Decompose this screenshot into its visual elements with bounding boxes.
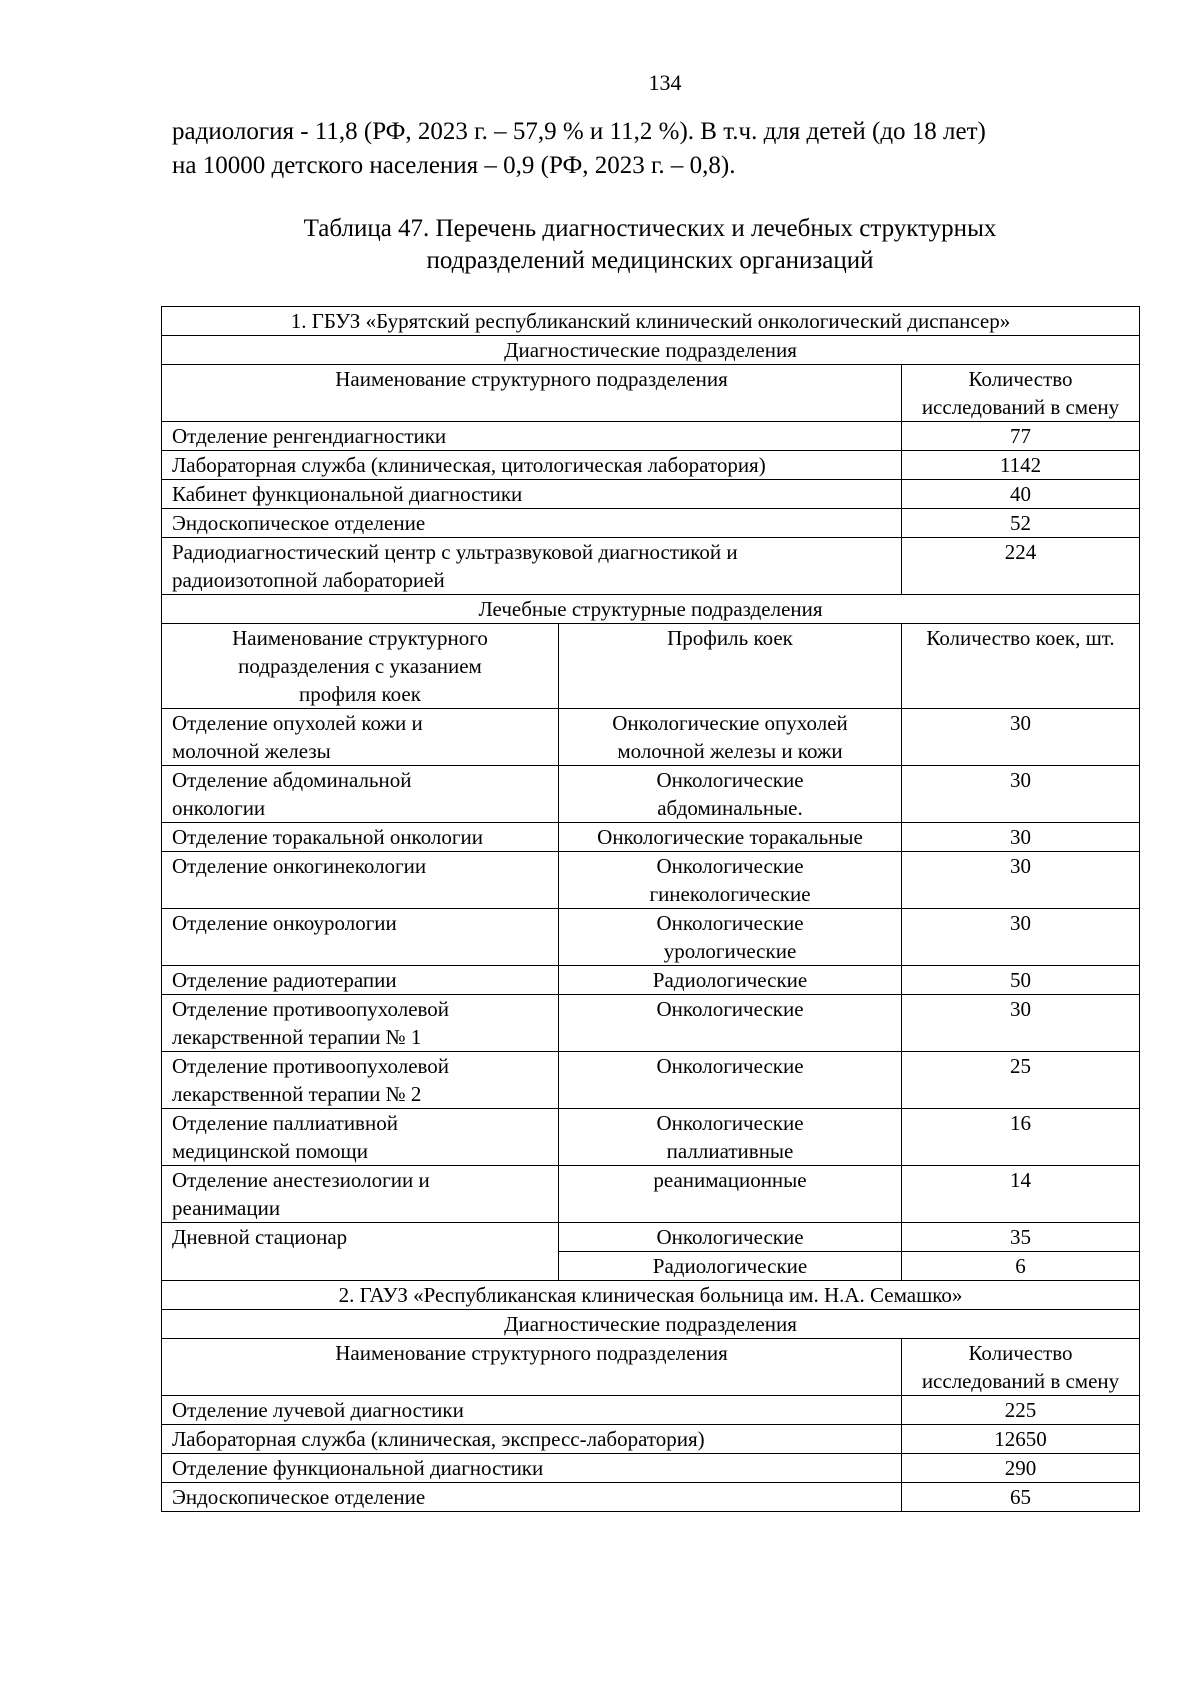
diag-unit-name: Эндоскопическое отделение bbox=[162, 509, 902, 538]
treat-unit-profile: Онкологические гинекологические bbox=[559, 852, 902, 909]
diag-unit-count: 225 bbox=[902, 1396, 1140, 1425]
diag-unit-name: Эндоскопическое отделение bbox=[162, 1483, 902, 1512]
treat-unit-profile: Онкологические паллиативные bbox=[559, 1109, 902, 1166]
treat-unit-name: Отделение абдоминальной онкологии bbox=[162, 766, 559, 823]
diag-unit-count: 1142 bbox=[902, 451, 1140, 480]
treat-unit-name: Отделение паллиативной медицинской помощи bbox=[162, 1109, 559, 1166]
org2-diag-section: Диагностические подразделения bbox=[162, 1310, 1140, 1339]
treat-unit-beds: 30 bbox=[902, 852, 1140, 909]
diag-unit-name: Отделение ренгендиагностики bbox=[162, 422, 902, 451]
org2-title: 2. ГАУЗ «Республиканская клиническая больница им. Н.А. Семашко» bbox=[162, 1281, 1140, 1310]
treat-unit-name: Отделение онкогинекологии bbox=[162, 852, 559, 909]
diag-unit-count: 77 bbox=[902, 422, 1140, 451]
org1-title: 1. ГБУЗ «Бурятский республиканский клинический онкологический диспансер» bbox=[162, 307, 1140, 336]
intro-paragraph bbox=[172, 115, 1132, 183]
org1-diag-header-name: Наименование структурного подразделения bbox=[162, 365, 902, 422]
treat-unit-profile: реанимационные bbox=[559, 1166, 902, 1223]
treat-unit-beds: 14 bbox=[902, 1166, 1140, 1223]
table-row bbox=[162, 823, 1140, 852]
table-row bbox=[162, 1483, 1140, 1512]
table-row bbox=[162, 1166, 1140, 1223]
table-row bbox=[162, 1454, 1140, 1483]
caption-line-1: Таблица 47. Перечень диагностических и лечебных структурных bbox=[303, 215, 997, 242]
table-row bbox=[162, 852, 1140, 909]
treat-header-beds: Количество коек, шт. bbox=[902, 624, 1140, 709]
diag-unit-count: 65 bbox=[902, 1483, 1140, 1512]
table-row bbox=[162, 709, 1140, 766]
table-row bbox=[162, 1396, 1140, 1425]
page-number: 134 bbox=[648, 70, 682, 95]
treat-unit-beds: 30 bbox=[902, 909, 1140, 966]
caption-line-2: подразделений медицинских организаций bbox=[426, 247, 874, 274]
treat-unit-profile: Радиологические bbox=[559, 966, 902, 995]
table-row bbox=[162, 1425, 1140, 1454]
org2-diag-header-name: Наименование структурного подразделения bbox=[162, 1339, 902, 1396]
table-row bbox=[162, 766, 1140, 823]
org1-diag-header-row bbox=[162, 365, 1140, 422]
table-row bbox=[162, 1052, 1140, 1109]
treat-unit-beds: 30 bbox=[902, 709, 1140, 766]
table-row bbox=[162, 480, 1140, 509]
treat-unit-beds: 30 bbox=[902, 995, 1140, 1052]
diag-unit-count: 52 bbox=[902, 509, 1140, 538]
diag-unit-name: Отделение функциональной диагностики bbox=[162, 1454, 902, 1483]
treat-unit-name: Отделение противоопухолевой лекарственной терапии № 2 bbox=[162, 1052, 559, 1109]
day-hospital-profile: Онкологические bbox=[559, 1223, 902, 1252]
diag-unit-name: Кабинет функциональной диагностики bbox=[162, 480, 902, 509]
diag-unit-count: 12650 bbox=[902, 1425, 1140, 1454]
table-row bbox=[162, 1223, 1140, 1252]
org2-title-row bbox=[162, 1281, 1140, 1310]
treat-unit-profile: Онкологические bbox=[559, 1052, 902, 1109]
table-caption bbox=[200, 213, 1100, 277]
diag-unit-count: 40 bbox=[902, 480, 1140, 509]
diag-unit-name: Лабораторная служба (клиническая, цитологическая лаборатория) bbox=[162, 451, 902, 480]
treat-unit-profile: Онкологические урологические bbox=[559, 909, 902, 966]
org1-diag-section-row bbox=[162, 336, 1140, 365]
day-hospital-beds: 35 bbox=[902, 1223, 1140, 1252]
diag-unit-name: Отделение лучевой диагностики bbox=[162, 1396, 902, 1425]
treat-unit-name: Отделение анестезиологии и реанимации bbox=[162, 1166, 559, 1223]
table-row bbox=[162, 995, 1140, 1052]
treat-unit-profile: Онкологические торакальные bbox=[559, 823, 902, 852]
org1-diag-section: Диагностические подразделения bbox=[162, 336, 1140, 365]
table-row bbox=[162, 1109, 1140, 1166]
table-row bbox=[162, 422, 1140, 451]
structural-units-table bbox=[161, 306, 1140, 1512]
treat-unit-beds: 50 bbox=[902, 966, 1140, 995]
org1-treat-header-row bbox=[162, 624, 1140, 709]
treat-unit-name: Отделение противоопухолевой лекарственной терапии № 1 bbox=[162, 995, 559, 1052]
treat-unit-name: Отделение опухолей кожи и молочной железы bbox=[162, 709, 559, 766]
treat-unit-profile: Онкологические абдоминальные. bbox=[559, 766, 902, 823]
treat-unit-beds: 30 bbox=[902, 766, 1140, 823]
org2-diag-section-row bbox=[162, 1310, 1140, 1339]
diag-unit-name: Радиодиагностический центр с ультразвуковой диагностикой и радиоизотопной лабораторией bbox=[162, 538, 902, 595]
treat-unit-profile: Онкологические опухолей молочной железы и кожи bbox=[559, 709, 902, 766]
table-row bbox=[162, 909, 1140, 966]
org2-diag-header-row bbox=[162, 1339, 1140, 1396]
day-hospital-beds: 6 bbox=[902, 1252, 1140, 1281]
treat-unit-profile: Онкологические bbox=[559, 995, 902, 1052]
table-row bbox=[162, 966, 1140, 995]
org1-treat-section: Лечебные структурные подразделения bbox=[162, 595, 1140, 624]
diag-unit-count: 224 bbox=[902, 538, 1140, 595]
intro-line-1: радиология - 11,8 (РФ, 2023 г. – 57,9 % и 11,2 %). В т.ч. для детей (до 18 лет) bbox=[172, 118, 986, 145]
org1-title-row bbox=[162, 307, 1140, 336]
org1-treat-section-row bbox=[162, 595, 1140, 624]
org2-diag-header-count: Количество исследований в смену bbox=[902, 1339, 1140, 1396]
diag-unit-count: 290 bbox=[902, 1454, 1140, 1483]
treat-unit-beds: 30 bbox=[902, 823, 1140, 852]
day-hospital-name: Дневной стационар bbox=[162, 1223, 559, 1281]
table-row bbox=[162, 509, 1140, 538]
day-hospital-profile: Радиологические bbox=[559, 1252, 902, 1281]
treat-unit-name: Отделение радиотерапии bbox=[162, 966, 559, 995]
treat-unit-name: Отделение онкоурологии bbox=[162, 909, 559, 966]
treat-header-name: Наименование структурного подразделения с указанием профиля коек bbox=[162, 624, 559, 709]
diag-unit-name: Лабораторная служба (клиническая, экспресс-лаборатория) bbox=[162, 1425, 902, 1454]
treat-unit-name: Отделение торакальной онкологии bbox=[162, 823, 559, 852]
treat-unit-beds: 16 bbox=[902, 1109, 1140, 1166]
org1-diag-header-count: Количество исследований в смену bbox=[902, 365, 1140, 422]
treat-unit-beds: 25 bbox=[902, 1052, 1140, 1109]
intro-line-2: на 10000 детского населения – 0,9 (РФ, 2023 г. – 0,8). bbox=[172, 152, 736, 179]
table-row bbox=[162, 538, 1140, 595]
treat-header-profile: Профиль коек bbox=[559, 624, 902, 709]
table-row bbox=[162, 451, 1140, 480]
